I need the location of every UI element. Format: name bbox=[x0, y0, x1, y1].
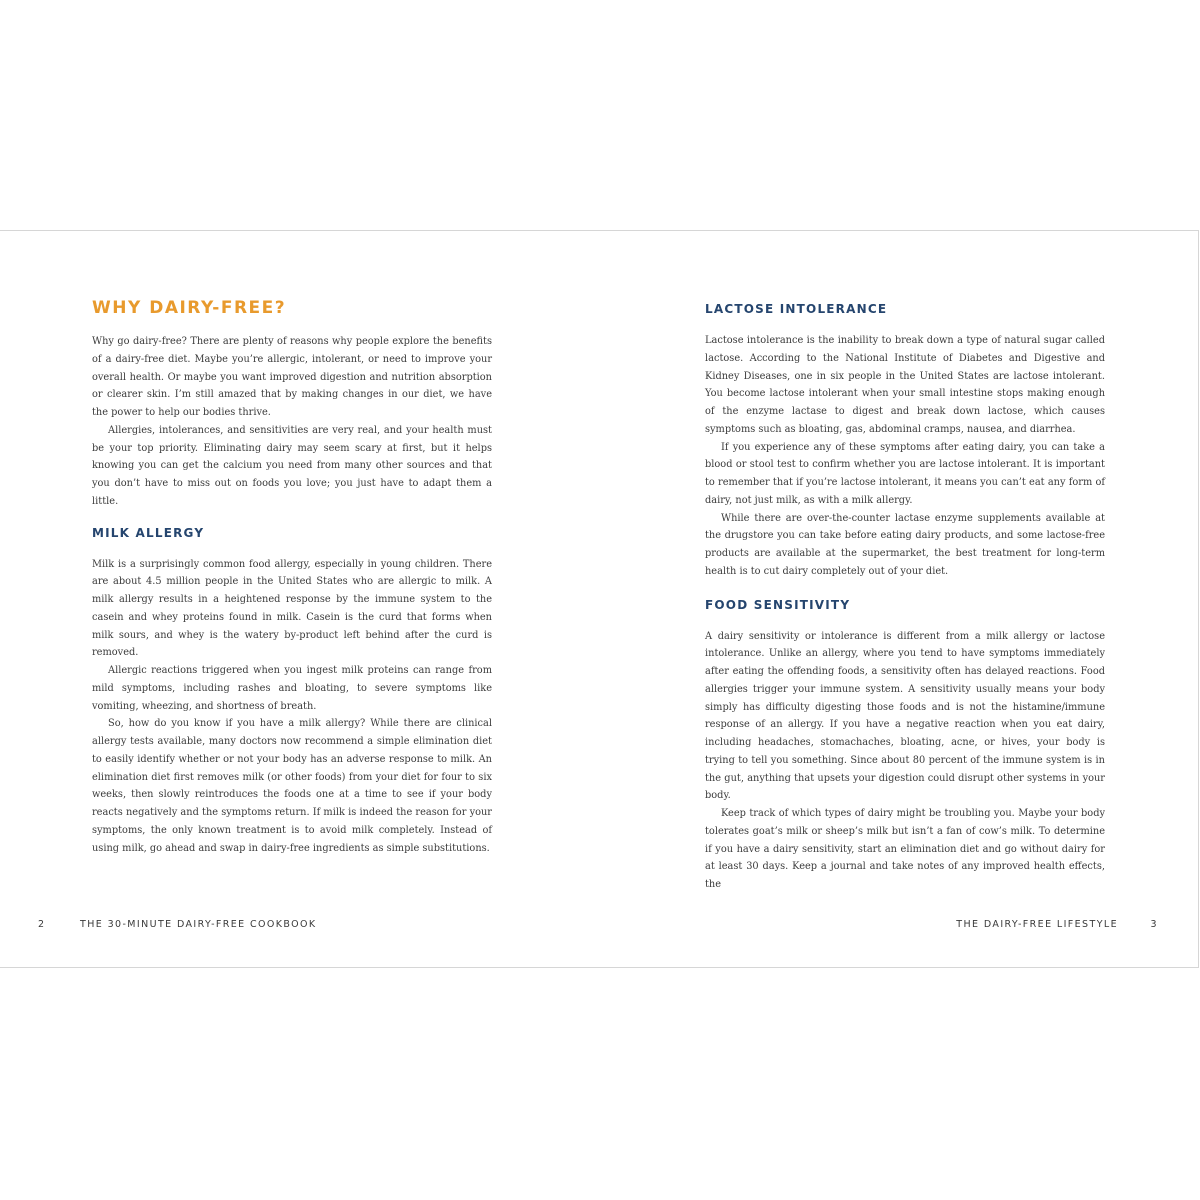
section-heading-lactose-intolerance: LACTOSE INTOLERANCE bbox=[705, 302, 888, 316]
left-page-content bbox=[92, 297, 492, 857]
running-footer-book-title: THE 30-MINUTE DAIRY-FREE COOKBOOK bbox=[80, 919, 317, 930]
intro-paragraph: Why go dairy-free? There are plenty of reasons why people explore the benefits of a dairy-free diet. Maybe you’re allergic, intolerant, or need to improve your overall health. Or maybe you want improved digestion and nutrition absorption or clearer skin. I’m still amazed that by making changes in our diet, we have the power to help our bodies thrive. bbox=[92, 336, 492, 418]
lactose-paragraph: Lactose intolerance is the inability to break down a type of natural sugar called lactose. According to the National Institute of Diabetes and Digestive and Kidney Diseases, one in six people in the United States are lactose intolerant. You become lactose intolerant when your small intestine stops making enough of the enzyme lactase to digest and break down lactose, which causes symptoms such as bloating, gas, abdominal cramps, nausea, and diarrhea. bbox=[705, 335, 1105, 435]
milk-allergy-paragraph: So, how do you know if you have a milk allergy? While there are clinical allergy tests available, many doctors now recommend a simple elimination diet to easily identify whether or not your body has an adverse response to milk. An elimination diet first removes milk (or other foods) from your diet for four to six weeks, then slowly reintroduces the foods one at a time to see if your body reacts negatively and the symptoms return. If milk is indeed the reason for your symptoms, the only known treatment is to avoid milk completely. Instead of using milk, go ahead and swap in dairy-free ingredients as simple substitutions. bbox=[92, 718, 492, 854]
page-number-right: 3 bbox=[1150, 919, 1158, 930]
milk-allergy-paragraph: Allergic reactions triggered when you ingest milk proteins can range from mild symptoms, including rashes and bloating, to severe symptoms like vomiting, wheezing, and shortness of breath. bbox=[92, 665, 492, 712]
page-title: WHY DAIRY-FREE? bbox=[92, 298, 287, 318]
milk-allergy-paragraph: Milk is a surprisingly common food allergy, especially in young children. There are about 4.5 million people in the United States who are allergic to milk. A milk allergy results in a heightened response by the immune system to the casein and whey proteins found in milk. Casein is the curd that forms when milk sours, and whey is the watery by-product left behind after the curd is removed. bbox=[92, 558, 492, 659]
section-heading-food-sensitivity: FOOD SENSITIVITY bbox=[705, 597, 851, 612]
section-heading-milk-allergy: MILK ALLERGY bbox=[92, 525, 205, 540]
lactose-paragraph: If you experience any of these symptoms after eating dairy, you can take a blood or stool test to confirm whether you are lactose intolerant. It is important to remember that if you’re lactose intolerant, it means you can’t eat any form of dairy, not just milk, as with a milk allergy. bbox=[705, 441, 1105, 506]
running-footer-section-title: THE DAIRY-FREE LIFESTYLE bbox=[956, 919, 1118, 930]
book-spread bbox=[0, 230, 1199, 968]
food-sensitivity-paragraph: A dairy sensitivity or intolerance is different from a milk allergy or lactose intolerance. Unlike an allergy, where you tend to have symptoms immediately after eating the offending foods, a sensitivity often has delayed reactions. Food allergies trigger your immune system. A sensitivity usually means your body simply has difficulty digesting those foods and is not the histamine/immune response of an allergy. If you have a negative reaction when you eat dairy, including headaches, stomachaches, bloating, acne, or hives, your body is trying to tell you something. Since about 80 percent of the immune system is in the gut, anything that upsets your digestion could disrupt other systems in your body. bbox=[705, 630, 1105, 802]
food-sensitivity-paragraph: Keep track of which types of dairy might be troubling you. Maybe your body tolerates goat’s milk or sheep’s milk but isn’t a fan of cow’s milk. To determine if you have a dairy sensitivity, start an elimination diet and go without dairy for at least 30 days. Keep a journal and take notes of any improved health effects, the bbox=[705, 808, 1105, 890]
intro-paragraph: Allergies, intolerances, and sensitivities are very real, and your health must be your top priority. Eliminating dairy may seem scary at first, but it helps knowing you can get the calcium you need from many other sources and that you don’t have to miss out on foods you love; you just have to adapt them a little. bbox=[92, 424, 492, 507]
lactose-paragraph: While there are over-the-counter lactase enzyme supplements available at the drugstore you can take before eating dairy products, and some lactose-free products are available at the supermarket, the best treatment for long-term health is to cut dairy completely out of your diet. bbox=[705, 512, 1105, 577]
right-page-content bbox=[705, 301, 1105, 894]
page-number-left: 2 bbox=[38, 919, 46, 930]
